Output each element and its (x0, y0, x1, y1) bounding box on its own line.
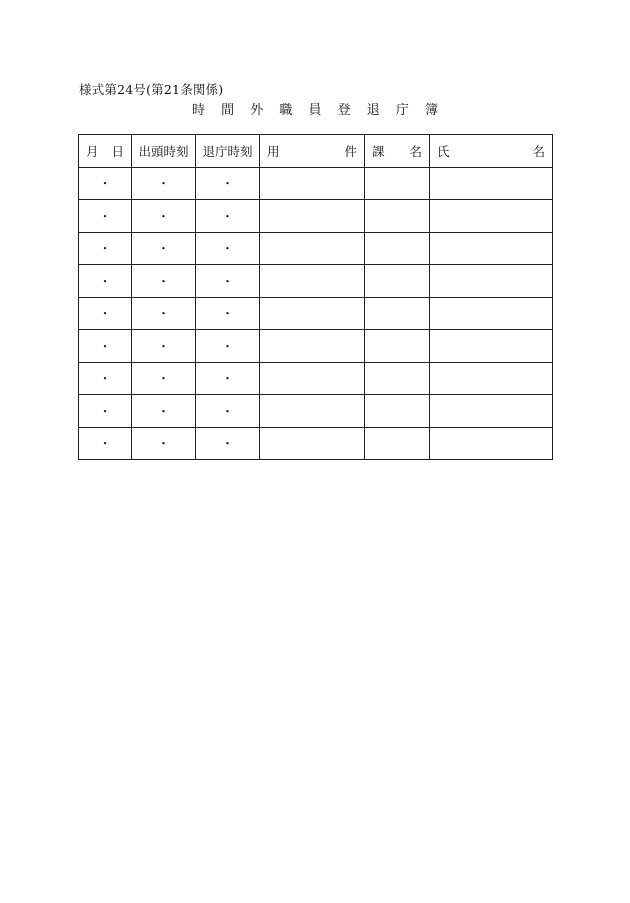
cell-departure-time: ・ (196, 200, 260, 233)
cell-purpose (260, 330, 365, 363)
table-row (79, 265, 553, 298)
cell-purpose (260, 395, 365, 428)
header-section: 課 名 (365, 135, 430, 168)
cell-date: ・ (79, 427, 132, 460)
cell-name (430, 200, 553, 233)
cell-purpose (260, 427, 365, 460)
cell-purpose (260, 167, 365, 200)
header-name: 氏 名 (430, 135, 553, 168)
document-title: 時 間 外 職 員 登 退 庁 簿 (191, 103, 445, 118)
cell-section (365, 297, 430, 330)
table-row (79, 395, 553, 428)
cell-name (430, 167, 553, 200)
header-departure-time: 退庁時刻 (196, 135, 260, 168)
cell-name (430, 427, 553, 460)
cell-arrival-time: ・ (132, 297, 196, 330)
cell-date: ・ (79, 167, 132, 200)
cell-departure-time: ・ (196, 330, 260, 363)
cell-arrival-time: ・ (132, 200, 196, 233)
cell-date: ・ (79, 362, 132, 395)
cell-purpose (260, 265, 365, 298)
cell-departure-time: ・ (196, 395, 260, 428)
cell-date: ・ (79, 395, 132, 428)
table-row (79, 167, 553, 200)
cell-departure-time: ・ (196, 362, 260, 395)
table-row (79, 427, 553, 460)
cell-name (430, 395, 553, 428)
cell-purpose (260, 297, 365, 330)
header-month-day: 月 日 (79, 135, 132, 168)
header-arrival-time: 出頭時刻 (132, 135, 196, 168)
cell-date: ・ (79, 265, 132, 298)
cell-arrival-time: ・ (132, 330, 196, 363)
cell-arrival-time: ・ (132, 265, 196, 298)
cell-purpose (260, 200, 365, 233)
cell-date: ・ (79, 297, 132, 330)
attendance-register-table (78, 134, 553, 460)
cell-departure-time: ・ (196, 167, 260, 200)
table-row (79, 330, 553, 363)
cell-section (365, 362, 430, 395)
cell-section (365, 427, 430, 460)
cell-section (365, 330, 430, 363)
cell-departure-time: ・ (196, 427, 260, 460)
cell-name (430, 362, 553, 395)
cell-section (365, 232, 430, 265)
cell-date: ・ (79, 232, 132, 265)
cell-arrival-time: ・ (132, 395, 196, 428)
cell-arrival-time: ・ (132, 167, 196, 200)
cell-section (365, 265, 430, 298)
cell-departure-time: ・ (196, 232, 260, 265)
header-purpose: 用 件 (260, 135, 365, 168)
table-row (79, 232, 553, 265)
table-row (79, 362, 553, 395)
cell-arrival-time: ・ (132, 232, 196, 265)
cell-name (430, 232, 553, 265)
cell-section (365, 167, 430, 200)
cell-departure-time: ・ (196, 265, 260, 298)
cell-departure-time: ・ (196, 297, 260, 330)
cell-purpose (260, 232, 365, 265)
cell-date: ・ (79, 330, 132, 363)
table-row (79, 297, 553, 330)
cell-name (430, 265, 553, 298)
form-number-label: 様式第24号(第21条関係) (79, 82, 224, 97)
cell-section (365, 200, 430, 233)
cell-section (365, 395, 430, 428)
cell-arrival-time: ・ (132, 362, 196, 395)
cell-arrival-time: ・ (132, 427, 196, 460)
cell-name (430, 330, 553, 363)
table-row (79, 200, 553, 233)
header-row (79, 135, 553, 168)
cell-purpose (260, 362, 365, 395)
cell-date: ・ (79, 200, 132, 233)
cell-name (430, 297, 553, 330)
